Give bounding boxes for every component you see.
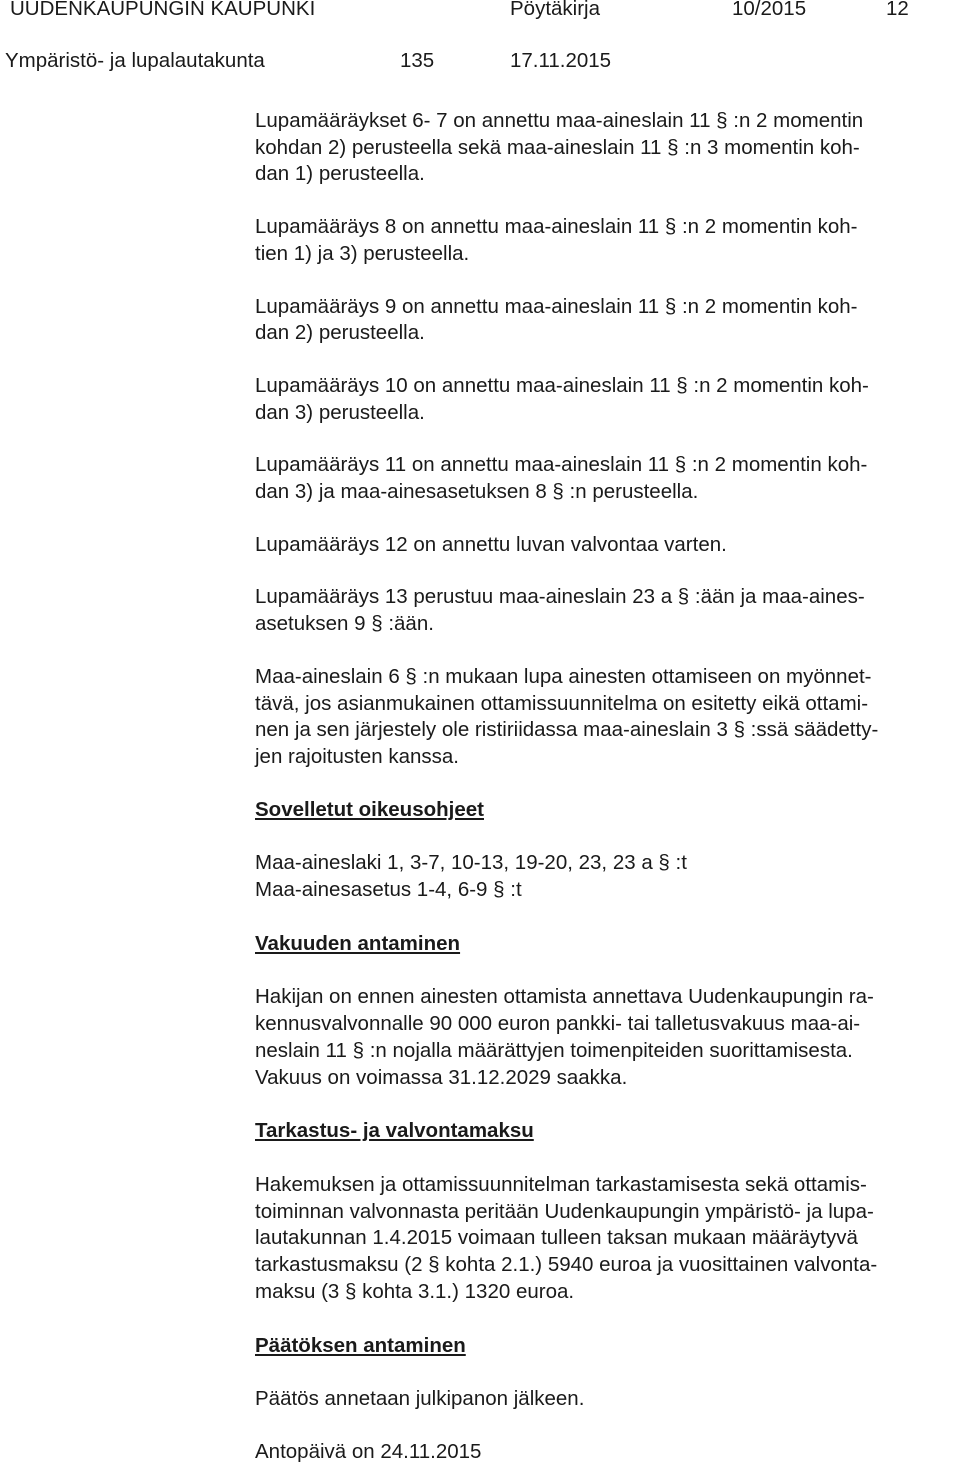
text-line: dan 3) perusteella. xyxy=(255,400,425,424)
paragraph-paatos xyxy=(255,1386,955,1413)
text-line: Päätös annetaan julkipanon jälkeen. xyxy=(255,1387,585,1411)
page-number: 12 xyxy=(886,0,909,20)
document-body xyxy=(255,108,955,1466)
text-line: asetuksen 9 § :ään. xyxy=(255,612,434,636)
text-line: Hakijan on ennen ainesten ottamista annettava Uudenkaupungin ra- xyxy=(255,985,874,1009)
text-line: Lupamääräys 9 on annettu maa-aineslain 11 § :n 2 momentin koh- xyxy=(255,294,858,318)
text-line: Maa-ainesasetus 1-4, 6-9 § :t xyxy=(255,878,522,902)
text-line: maksu (3 § kohta 3.1.) 1320 euroa. xyxy=(255,1279,575,1303)
doc-type: Pöytäkirja xyxy=(510,0,601,20)
heading-paatoksen-antaminen: Päätöksen antaminen xyxy=(255,1333,466,1357)
paragraph-lupamaarays-12 xyxy=(255,532,955,559)
text-line: tarkastusmaksu (2 § kohta 2.1.) 5940 euroa ja vuosittainen valvonta- xyxy=(255,1253,878,1277)
text-line: Lupamääräykset 6- 7 on annettu maa-aineslain 11 § :n 2 momentin xyxy=(255,109,864,132)
paragraph-antopaiva xyxy=(255,1439,955,1466)
text-line: Lupamääräys 12 on annettu luvan valvontaa varten. xyxy=(255,532,727,556)
heading-tarkastus-ja-valvontamaksu: Tarkastus- ja valvontamaksu xyxy=(255,1119,534,1143)
text-line: kennusvalvonnalle 90 000 euron pankki- tai talletusvakuus maa-ai- xyxy=(255,1012,861,1036)
paragraph-vakuus xyxy=(255,984,955,1091)
text-line: Lupamääräys 11 on annettu maa-aineslain 11 § :n 2 momentin koh- xyxy=(255,453,868,477)
heading-sovelletut-oikeusohjeet: Sovelletut oikeusohjeet xyxy=(255,797,484,821)
paragraph-maksut xyxy=(255,1172,955,1306)
paragraph-maa-aineslain-6 xyxy=(255,664,955,771)
board-name: Ympäristö- ja lupalautakunta xyxy=(5,49,265,72)
text-line: dan 3) ja maa-ainesasetuksen 8 § :n perusteella. xyxy=(255,480,699,504)
text-line: Vakuus on voimassa 31.12.2029 saakka. xyxy=(255,1065,628,1089)
meeting-date: 17.11.2015 xyxy=(510,49,612,72)
heading-vakuuden-antaminen: Vakuuden antaminen xyxy=(255,931,461,955)
text-line: Maa-aineslain 6 § :n mukaan lupa ainesten ottamiseen on myönnet- xyxy=(255,664,872,688)
text-line: Lupamääräys 13 perustuu maa-aineslain 23 a § :ään ja maa-aines- xyxy=(255,585,865,609)
header-row-2 xyxy=(5,49,950,73)
text-line: dan 2) perusteella. xyxy=(255,321,425,345)
text-line: Antopäivä on 24.11.2015 xyxy=(255,1439,482,1463)
text-line: toiminnan valvonnasta peritään Uudenkaupungin ympäristö- ja lupa- xyxy=(255,1199,874,1223)
text-line: tävä, jos asianmukainen ottamissuunnitelma on esitetty eikä ottami- xyxy=(255,691,869,715)
paragraph-legal-references xyxy=(255,850,955,903)
org-name: UUDENKAUPUNGIN KAUPUNKI xyxy=(10,0,316,20)
text-line: lautakunnan 1.4.2015 voimaan tulleen taksan mukaan määräytyvä xyxy=(255,1226,858,1250)
paragraph-lupamaarays-9 xyxy=(255,294,955,347)
paragraph-lupamaarays-11 xyxy=(255,452,955,505)
paragraph-lupamaarays-10 xyxy=(255,373,955,426)
text-line: Lupamääräys 10 on annettu maa-aineslain 11 § :n 2 momentin koh- xyxy=(255,373,869,397)
paragraph-lupamaaraykset-6-7 xyxy=(255,108,955,188)
text-line: tien 1) ja 3) perusteella. xyxy=(255,241,470,265)
section-number: 135 xyxy=(400,49,435,72)
paragraph-lupamaarays-8 xyxy=(255,214,955,267)
text-line: Hakemuksen ja ottamissuunnitelman tarkastamisesta sekä ottamis- xyxy=(255,1172,867,1196)
text-line: dan 1) perusteella. xyxy=(255,162,425,186)
doc-number: 10/2015 xyxy=(732,0,807,20)
text-line: neslain 11 § :n nojalla määrättyjen toimenpiteiden suorittamisesta. xyxy=(255,1038,853,1062)
paragraph-lupamaarays-13 xyxy=(255,584,955,637)
text-line: nen ja sen järjestely ole ristiriidassa maa-aineslain 3 § :ssä säädetty- xyxy=(255,718,879,742)
text-line: Lupamääräys 8 on annettu maa-aineslain 11 § :n 2 momentin koh- xyxy=(255,215,858,239)
text-line: kohdan 2) perusteella sekä maa-aineslain 11 § :n 3 momentin koh- xyxy=(255,135,860,159)
text-line: jen rajoitusten kanssa. xyxy=(255,744,459,768)
text-line: Maa-aineslaki 1, 3-7, 10-13, 19-20, 23, 23 a § :t xyxy=(255,851,687,875)
header-row-1 xyxy=(10,0,950,24)
